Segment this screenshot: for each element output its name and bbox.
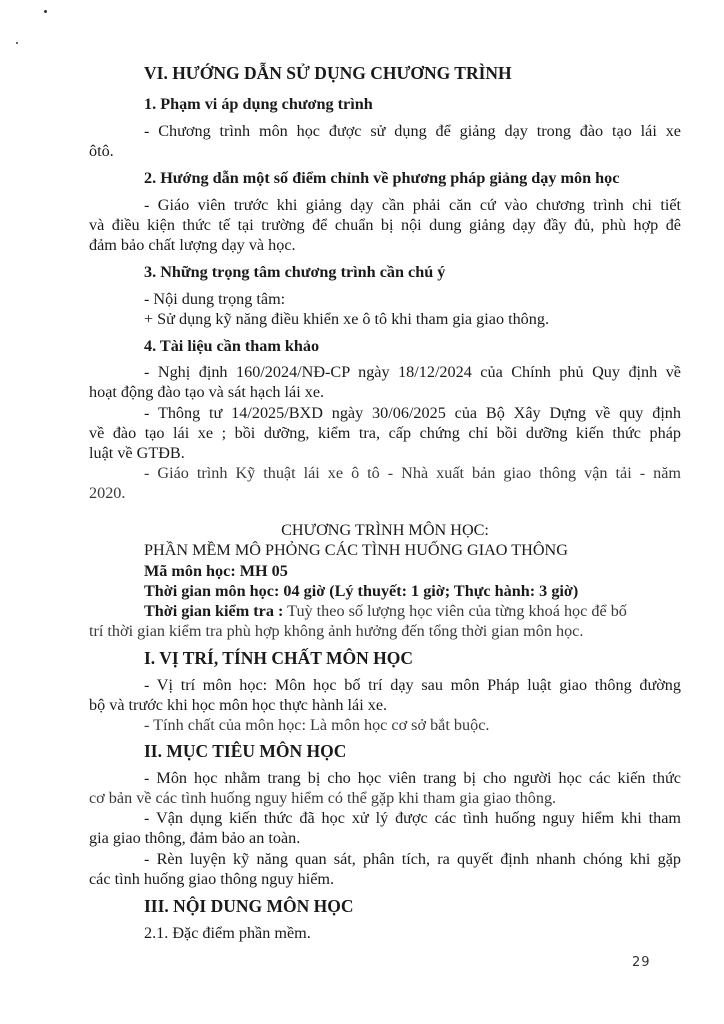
course-duration: Thời gian môn học: 04 giờ (Lý thuyết: 1 giờ; Thực hành: 3 giờ) xyxy=(144,582,579,600)
paragraph-line: - Vị trí môn học: Môn học bố trí dạy sau môn Pháp luật giao thông đường xyxy=(144,676,681,694)
reference-line: về đào tạo lái xe ; bồi dưỡng, kiểm tra, cấp chứng chỉ bồi dưỡng kiến thức pháp xyxy=(89,424,681,442)
section-heading: II. MỤC TIÊU MÔN HỌC xyxy=(144,741,347,761)
reference-line: - Nghị định 160/2024/NĐ-CP ngày 18/12/2024 của Chính phủ Quy định về xyxy=(144,363,681,381)
paragraph-line: ôtô. xyxy=(89,142,114,160)
objective-line: - Vận dụng kiến thức đã học xử lý được các tình huống nguy hiểm khi tham xyxy=(144,809,681,827)
paragraph-line: - Giáo viên trước khi giảng dạy cần phải căn cứ vào chương trình chi tiết xyxy=(144,196,681,214)
exam-time-label: Thời gian kiểm tra : xyxy=(144,602,284,620)
program-title: CHƯƠNG TRÌNH MÔN HỌC: xyxy=(281,521,489,539)
exam-time-text: trí thời gian kiểm tra phù hợp không ảnh hưởng đến tổng thời gian môn học. xyxy=(89,622,584,640)
program-subtitle: PHẦN MỀM MÔ PHỎNG CÁC TÌNH HUỐNG GIAO THÔNG xyxy=(144,541,568,559)
scan-speck xyxy=(44,10,47,13)
objective-line: các tình huống giao thông nguy hiểm. xyxy=(89,870,335,888)
section-heading: I. VỊ TRÍ, TÍNH CHẤT MÔN HỌC xyxy=(144,648,414,668)
section-heading: III. NỘI DUNG MÔN HỌC xyxy=(144,896,354,916)
exam-time-text: Tuỳ theo số lượng học viên của từng khoá học để bố xyxy=(283,602,627,620)
paragraph-line: đảm bảo chất lượng dạy và học. xyxy=(89,236,296,254)
reference-line: - Giáo trình Kỹ thuật lái xe ô tô - Nhà xuất bản giao thông vận tải - năm xyxy=(144,464,681,482)
paragraph-line: và điều kiện thức tế tại trường để chuẩn bị nội dung giảng dạy đầy đủ, phù hợp đê xyxy=(89,216,681,234)
reference-line: hoạt động đào tạo và sát hạch lái xe. xyxy=(89,383,325,401)
course-code: Mã môn học: MH 05 xyxy=(144,562,288,580)
exam-time-line xyxy=(144,601,681,621)
objective-line: - Rèn luyện kỹ năng quan sát, phân tích, ra quyết định nhanh chóng khi gặp xyxy=(144,850,681,868)
objective-line: - Môn học nhằm trang bị cho học viên trang bị cho người học các kiến thức xyxy=(144,769,681,787)
subsection-heading: 4. Tài liệu cần tham khảo xyxy=(144,337,320,355)
reference-line: 2020. xyxy=(89,484,126,502)
subsection-heading: 2. Hướng dẫn một số điểm chỉnh về phương pháp giảng dạy môn học xyxy=(144,169,620,187)
subsection-heading: 3. Những trọng tâm chương trình cần chú ý xyxy=(144,263,446,281)
reference-line: luật về GTĐB. xyxy=(89,444,185,462)
paragraph-line: 2.1. Đặc điểm phần mềm. xyxy=(144,924,311,942)
page-number: 29 xyxy=(632,955,651,970)
section-heading: VI. HƯỚNG DẪN SỬ DỤNG CHƯƠNG TRÌNH xyxy=(144,63,512,83)
paragraph-line: + Sử dụng kỹ năng điều khiển xe ô tô khi tham gia giao thông. xyxy=(144,310,550,328)
subsection-heading: 1. Phạm vi áp dụng chương trình xyxy=(144,95,373,113)
objective-line: gia giao thông, đảm bảo an toàn. xyxy=(89,829,301,847)
scan-speck xyxy=(16,42,18,44)
paragraph-line: bộ và trước khi học môn học thực hành lái xe. xyxy=(89,696,388,714)
reference-line: - Thông tư 14/2025/BXD ngày 30/06/2025 của Bộ Xây Dựng về quy định xyxy=(144,404,681,422)
paragraph-line: - Tính chất của môn học: Là môn học cơ sở bắt buộc. xyxy=(144,716,490,734)
objective-line: cơ bản về các tình huống nguy hiểm có thể gặp khi tham gia giao thông. xyxy=(89,789,557,807)
paragraph-line: - Nội dung trọng tâm: xyxy=(144,290,286,308)
paragraph-line: - Chương trình môn học được sử dụng để giảng dạy trong đào tạo lái xe xyxy=(144,122,681,140)
